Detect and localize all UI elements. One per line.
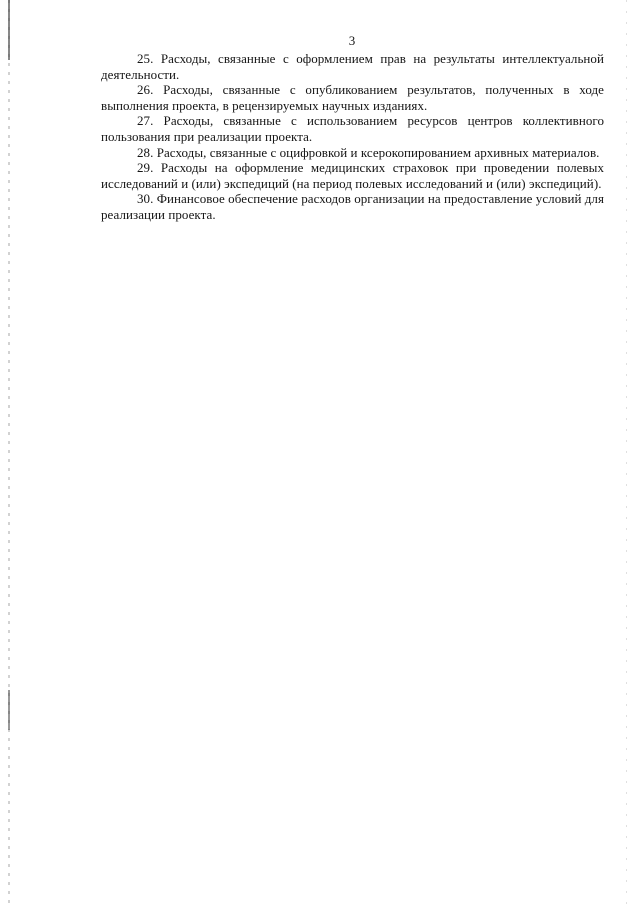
document-body — [101, 51, 604, 223]
scan-edge-left — [8, 0, 10, 905]
paragraph-item-26: 26. Расходы, связанные с опубликованием результатов, полученных в ходе выполнения проекта, в рецензируемых научных изданиях. — [101, 82, 604, 113]
paragraph-item-28: 28. Расходы, связанные с оцифровкой и ксерокопированием архивных материалов. — [137, 144, 600, 160]
scan-edge-right — [626, 0, 627, 905]
page-number: 3 — [348, 33, 356, 48]
scan-edge-mark-top — [8, 0, 10, 60]
paragraph-item-25: 25. Расходы, связанные с оформлением прав на результаты интеллектуальной деятельности. — [101, 51, 604, 82]
paragraph-item-27: 27. Расходы, связанные с использованием ресурсов центров коллективного пользования при реализации проекта. — [101, 113, 604, 144]
scan-edge-mark-bottom — [8, 690, 10, 730]
paragraph-item-29: 29. Расходы на оформление медицинских страховок при проведении полевых исследований и (или) экспедиций (на период полевых исследований и (или) экспедиций). — [101, 160, 604, 191]
paragraph-item-30: 30. Финансовое обеспечение расходов организации на предоставление условий для реализации проекта. — [101, 191, 604, 222]
